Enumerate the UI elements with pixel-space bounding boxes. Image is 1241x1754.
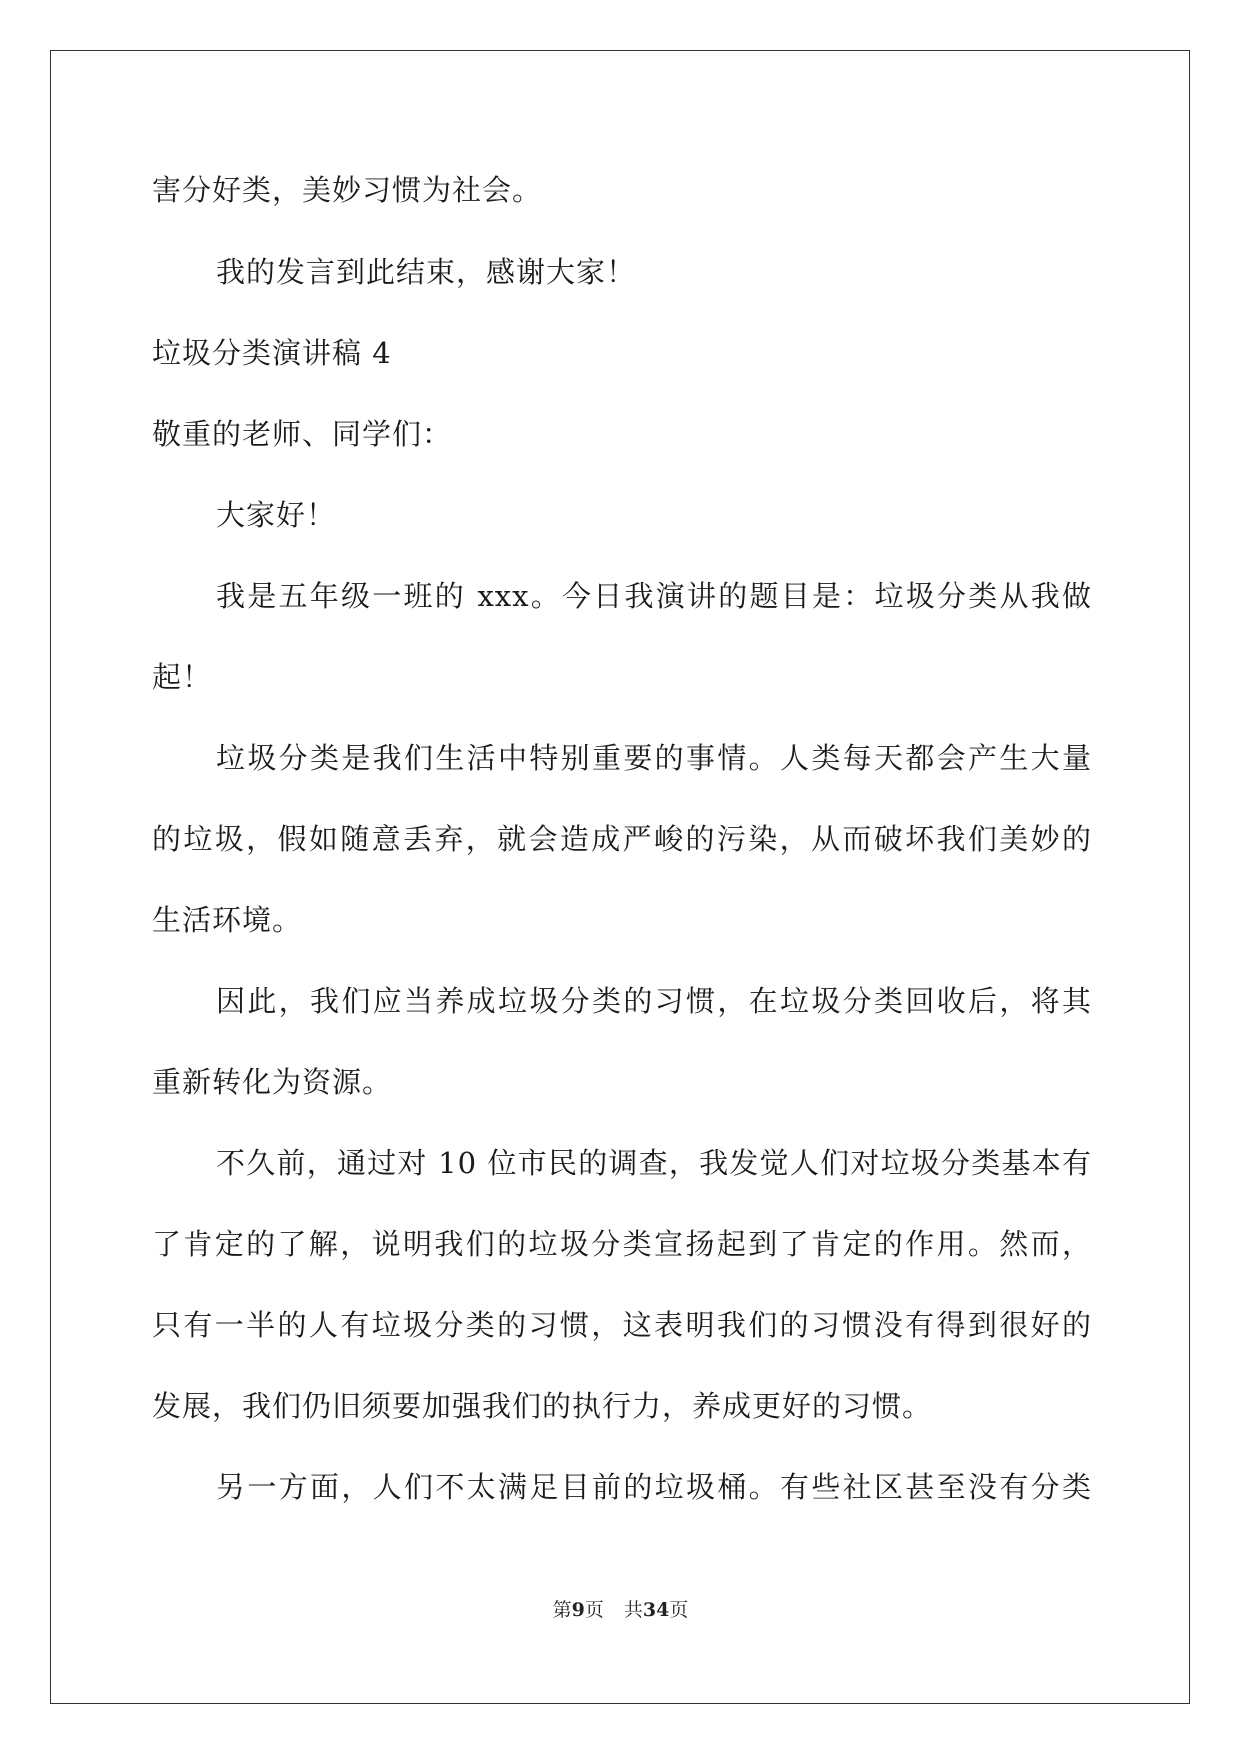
page-number: 9 — [571, 1599, 585, 1621]
paragraph-line: 起！ — [152, 660, 213, 694]
paragraph-line: 了肯定的了解，说明我们的垃圾分类宣扬起到了肯定的作用。然而， — [152, 1227, 1092, 1261]
paragraph-line: 害分好类，美妙习惯为社会。 — [152, 173, 543, 207]
paragraph-line: 垃圾分类是我们生活中特别重要的事情。人类每天都会产生大量 — [216, 741, 1092, 775]
paragraph-line: 发展，我们仍旧须要加强我们的执行力，养成更好的习惯。 — [152, 1389, 933, 1423]
page-prefix: 第 — [552, 1599, 572, 1621]
greeting: 大家好！ — [216, 498, 337, 532]
paragraph-line: 我是五年级一班的 xxx。今日我演讲的题目是：垃圾分类从我做 — [216, 579, 1092, 613]
page-suffix: 页 — [584, 1599, 604, 1621]
total-pages: 34 — [642, 1599, 670, 1621]
paragraph-line: 另一方面，人们不太满足目前的垃圾桶。有些社区甚至没有分类 — [216, 1470, 1092, 1504]
paragraph-line: 不久前，通过对 10 位市民的调查，我发觉人们对垃圾分类基本有 — [216, 1146, 1092, 1180]
salutation: 敬重的老师、同学们： — [152, 417, 453, 451]
paragraph-line: 我的发言到此结束，感谢大家！ — [216, 255, 637, 289]
paragraph-line: 生活环境。 — [152, 903, 303, 937]
paragraph-line: 的垃圾，假如随意丢弃，就会造成严峻的污染，从而破坏我们美妙的 — [152, 822, 1092, 856]
page-border — [50, 50, 1190, 1704]
paragraph-line: 因此，我们应当养成垃圾分类的习惯，在垃圾分类回收后，将其 — [216, 984, 1092, 1018]
total-suffix: 页 — [669, 1599, 689, 1621]
page-footer — [0, 1598, 1241, 1622]
paragraph-line: 重新转化为资源。 — [152, 1065, 393, 1099]
total-prefix: 共 — [623, 1599, 643, 1621]
section-heading: 垃圾分类演讲稿 4 — [152, 336, 392, 370]
paragraph-line: 只有一半的人有垃圾分类的习惯，这表明我们的习惯没有得到很好的 — [152, 1308, 1092, 1342]
